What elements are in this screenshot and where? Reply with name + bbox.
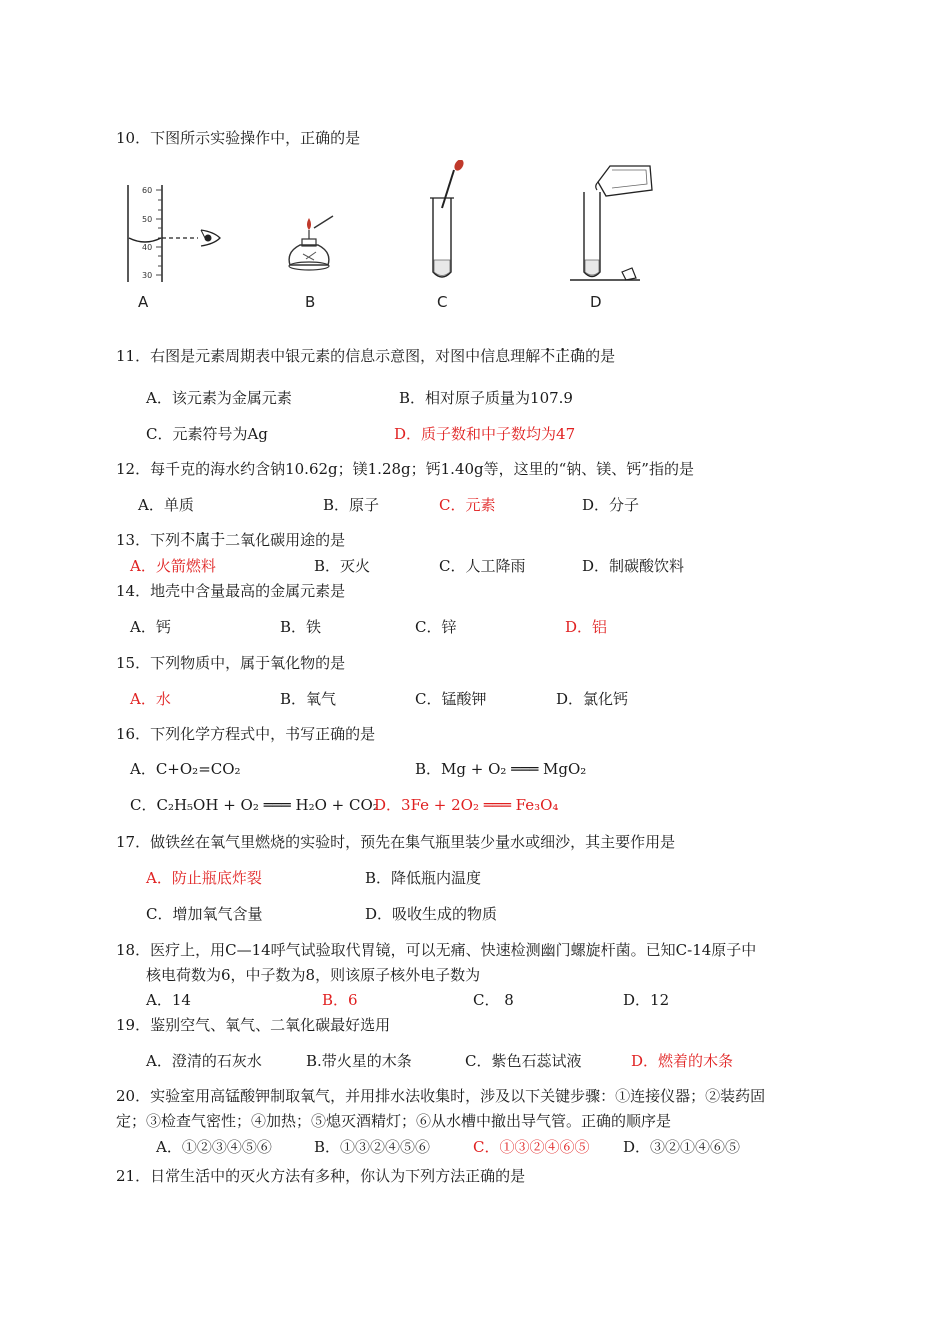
q11-stem-prefix: 11．右图是元素周期表中银元素的信息示意图，对图中信息理解: [116, 347, 541, 365]
q17-option-d: D．吸收生成的物质: [365, 905, 498, 923]
q16-option-b: B．Mg + O₂ ═══ MgO₂: [415, 760, 587, 778]
q18-stem-line1: 18．医疗上，用C—14呼气试验取代胃镜，可以无痛、快速检测幽门螺旋杆菌。已知C-14原子中: [116, 941, 757, 959]
q17-option-a-answer: A．防止瓶底炸裂: [146, 869, 262, 887]
q18-stem-line2: 核电荷数为6，中子数为8，则该原子核外电子数为: [146, 966, 481, 984]
emphasis-char: 属 •: [195, 530, 210, 550]
q18-option-d: D．12: [623, 991, 670, 1009]
q12-option-d: D．分子: [582, 496, 640, 514]
q21-stem: 21．日常生活中的灭火方法有多种，你认为下列方法正确的是: [116, 1167, 526, 1185]
q16-option-c: C．C₂H₅OH + O₂ ═══ H₂O + CO₂: [130, 796, 379, 814]
q13-stem-prefix: 13．下列: [116, 531, 181, 549]
alcohol-lamp-diagram: [289, 216, 333, 270]
tick-label: 30: [142, 271, 153, 280]
q15-option-b: B．氧气: [280, 690, 337, 708]
q13-option-d: D．制碳酸饮料: [582, 557, 685, 575]
q19-option-a: A．澄清的石灰水: [146, 1052, 262, 1070]
tick-label: 60: [142, 186, 153, 195]
q14-option-c: C．锌: [415, 618, 457, 636]
q11-stem-suffix: 的是: [585, 347, 616, 365]
q15-option-a-answer: A．水: [130, 690, 171, 708]
q20-option-d: D．③②①④⑥⑤: [623, 1138, 741, 1156]
q17-option-b: B．降低瓶内温度: [365, 869, 482, 887]
q11-option-b: B．相对原子质量为107.9: [399, 389, 573, 407]
q14-option-a: A．钙: [130, 618, 171, 636]
q16-option-a: A．C+O₂=CO₂: [130, 760, 241, 778]
q10-stem: 10．下图所示实验操作中，正确的是: [116, 129, 361, 147]
q11-stem: [116, 346, 615, 366]
emphasis-char: 不 •: [180, 530, 195, 550]
q19-option-c: C．紫色石蕊试液: [465, 1052, 582, 1070]
q17-option-c: C．增加氧气含量: [146, 905, 263, 923]
q11-option-c: C．元素符号为Ag: [146, 425, 268, 443]
q15-stem: 15．下列物质中，属于氧化物的是: [116, 654, 346, 672]
emphasis-char: 于 •: [210, 530, 225, 550]
q16-stem: 16．下列化学方程式中，书写正确的是: [116, 725, 376, 743]
q12-option-a: A．单质: [138, 496, 194, 514]
q15-option-d: D．氯化钙: [556, 690, 629, 708]
figure-label-c: C: [437, 293, 448, 311]
q14-stem: 14．地壳中含量最高的金属元素是: [116, 582, 346, 600]
q20-option-a: A．①②③④⑤⑥: [156, 1138, 272, 1156]
tick-label: 50: [142, 215, 153, 224]
figure-label-d: D: [590, 293, 602, 311]
q20-option-c-answer: C．①③②④⑥⑤: [473, 1138, 590, 1156]
q13-stem: [116, 530, 345, 550]
q10-figure: [0, 160, 950, 360]
q12-option-c-answer: C．元素: [439, 496, 496, 514]
q15-option-c: C．锰酸钾: [415, 690, 487, 708]
q19-stem: 19．鉴别空气、氧气、二氧化碳最好选用: [116, 1016, 391, 1034]
emphasis-char: 正 •: [555, 346, 570, 366]
emphasis-char: 确 •: [570, 346, 585, 366]
emphasis-char: 不 •: [540, 346, 555, 366]
tick-label: 40: [142, 243, 153, 252]
figure-label-b: B: [305, 293, 316, 311]
q16-option-d-answer: D．3Fe + 2O₂ ═══ Fe₃O₄: [374, 796, 559, 814]
pouring-liquid-diagram: [570, 166, 652, 280]
graduated-cylinder-diagram: [128, 185, 220, 282]
q18-option-c: C． 8: [473, 991, 514, 1009]
q13-option-b: B．灭火: [314, 557, 371, 575]
q14-option-d-answer: D．铝: [565, 618, 608, 636]
q13-option-c: C．人工降雨: [439, 557, 526, 575]
q20-stem-line2: 定；③检查气密性；④加热；⑤熄灭酒精灯；⑥从水槽中撤出导气管。正确的顺序是: [116, 1112, 672, 1130]
q18-option-b-answer: B．6: [322, 991, 358, 1009]
q20-stem-line1: 20．实验室用高锰酸钾制取氧气，并用排水法收集时，涉及以下关键步骤：①连接仪器；②装药固: [116, 1087, 766, 1105]
q12-option-b: B．原子: [323, 496, 380, 514]
q13-option-a-answer: A．火箭燃料: [130, 557, 216, 575]
q19-option-d-answer: D．燃着的木条: [631, 1052, 734, 1070]
q17-stem: 17．做铁丝在氧气里燃烧的实验时，预先在集气瓶里装少量水或细沙，其主要作用是: [116, 833, 676, 851]
q18-option-a: A．14: [146, 991, 191, 1009]
q12-stem: 12．每千克的海水约含钠10.62g；镁1.28g；钙1.40g等，这里的“钠、镁、钙”指的是: [116, 460, 694, 478]
q14-option-b: B．铁: [280, 618, 322, 636]
q13-stem-suffix: 二氧化碳用途的是: [225, 531, 346, 549]
figure-label-a: A: [138, 293, 149, 311]
q20-option-b: B．①③②④⑤⑥: [314, 1138, 431, 1156]
test-tube-dropper-diagram: [430, 160, 465, 277]
q19-option-b: B.带火星的木条: [306, 1052, 412, 1070]
q11-option-a: A．该元素为金属元素: [146, 389, 292, 407]
q11-option-d-answer: D．质子数和中子数均为47: [394, 425, 576, 443]
